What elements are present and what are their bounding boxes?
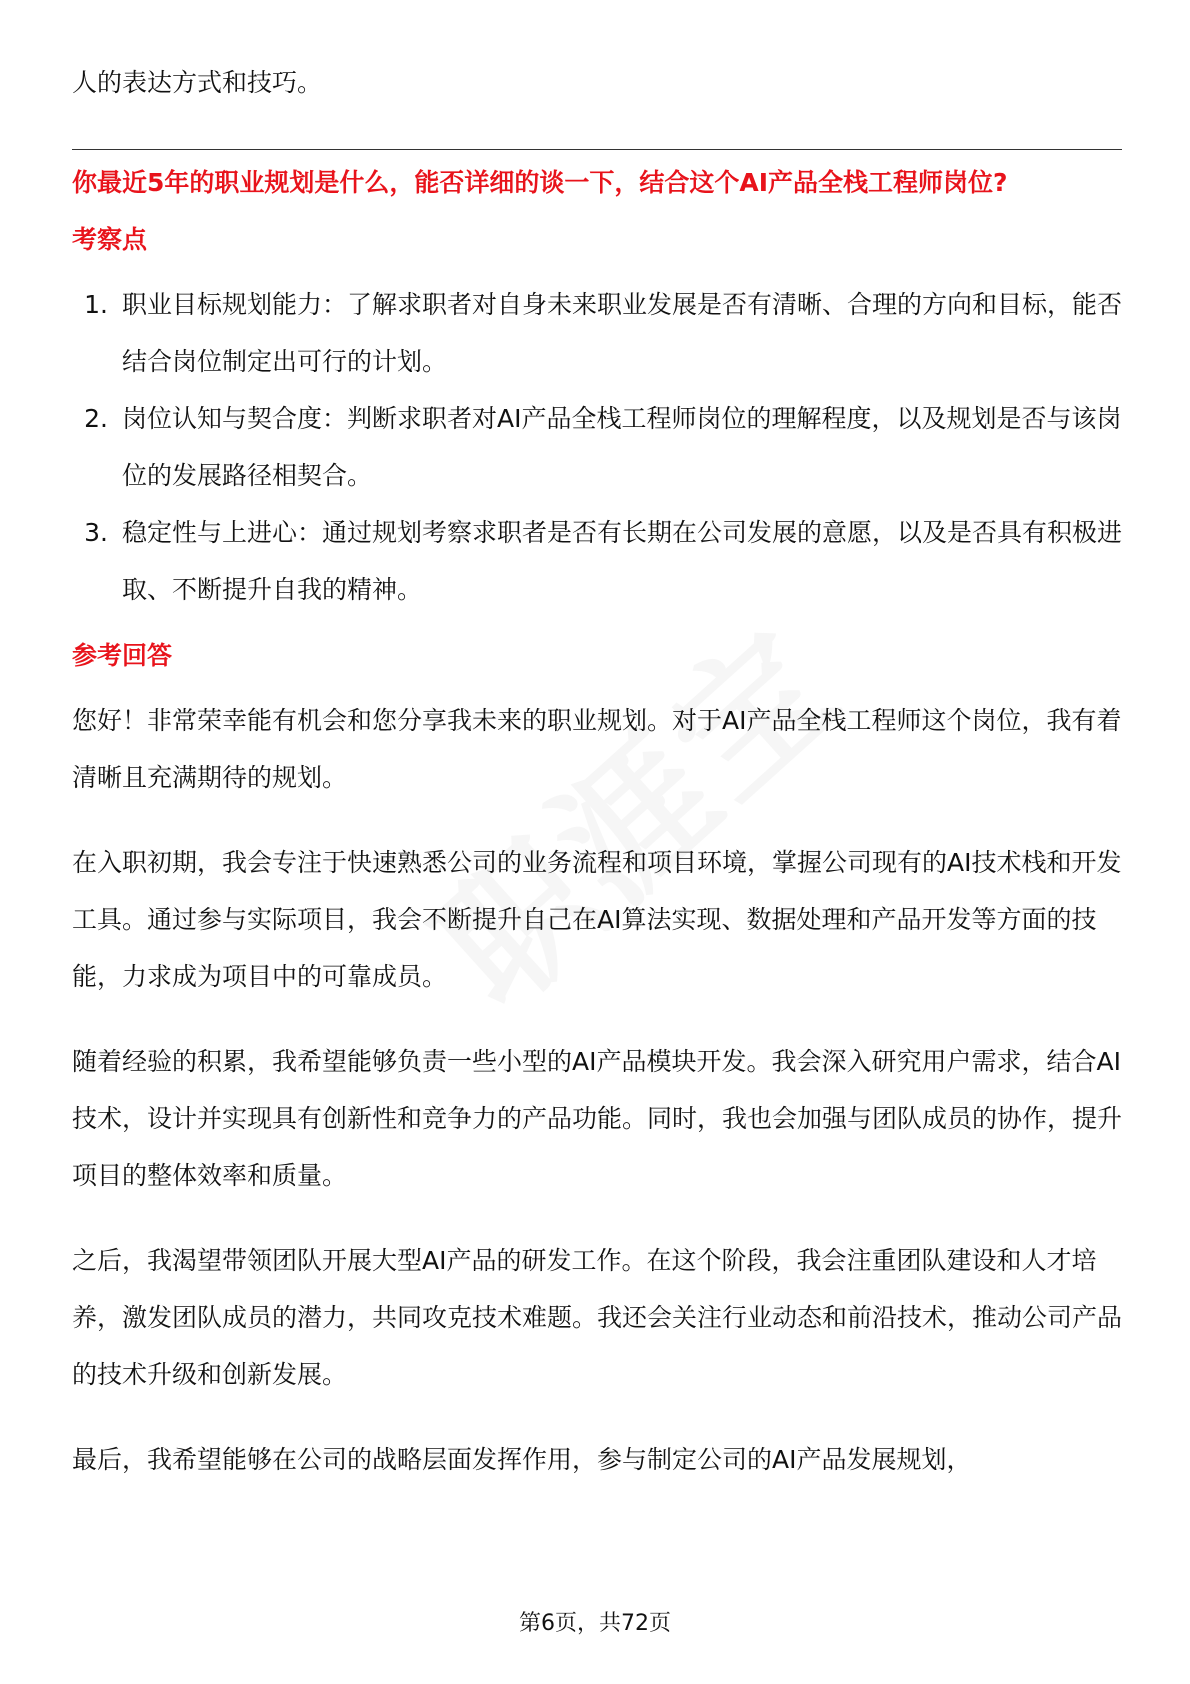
answer-paragraph: 在入职初期，我会专注于快速熟悉公司的业务流程和项目环境，掌握公司现有的AI技术栈和开发工具。通过参与实际项目，我会不断提升自己在AI算法实现、数据处理和产品开发等方面的技能，力求成为项目中的可靠成员。 — [72, 848, 1122, 991]
answer-paragraph: 之后，我渴望带领团队开展大型AI产品的研发工作。在这个阶段，我会注重团队建设和人才培养，激发团队成员的潜力，共同攻克技术难题。我还会关注行业动态和前沿技术，推动公司产品的技术升级和创新发展。 — [72, 1246, 1123, 1389]
points-heading: 考察点 — [72, 225, 148, 254]
points-list — [72, 276, 1122, 618]
section-divider — [72, 149, 1122, 150]
list-item-number: 3. — [84, 518, 108, 547]
answer-heading: 参考回答 — [72, 641, 173, 670]
list-item-text: 职业目标规划能力：了解求职者对自身未来职业发展是否有清晰、合理的方向和目标，能否结合岗位制定出可行的计划。 — [122, 290, 1123, 376]
list-item — [72, 390, 1122, 504]
page-footer: 第6页，共72页 — [519, 1611, 671, 1636]
intro-tail-text: 人的表达方式和技巧。 — [72, 68, 323, 97]
list-item — [72, 276, 1122, 390]
answer-paragraph: 最后，我希望能够在公司的战略层面发挥作用，参与制定公司的AI产品发展规划， — [72, 1445, 972, 1474]
list-item-number: 2. — [84, 404, 108, 433]
list-item-number: 1. — [84, 290, 108, 319]
list-item-text: 岗位认知与契合度：判断求职者对AI产品全栈工程师岗位的理解程度，以及规划是否与该岗位的发展路径相契合。 — [122, 404, 1122, 490]
page-content — [72, 54, 1122, 1488]
question-heading: 你最近5年的职业规划是什么，能否详细的谈一下，结合这个AI产品全栈工程师岗位? — [72, 168, 1008, 197]
answer-paragraph: 您好！非常荣幸能有机会和您分享我未来的职业规划。对于AI产品全栈工程师这个岗位，我有着清晰且充满期待的规划。 — [72, 706, 1122, 792]
list-item — [72, 504, 1122, 618]
list-item-text: 稳定性与上进心：通过规划考察求职者是否有长期在公司发展的意愿，以及是否具有积极进取、不断提升自我的精神。 — [122, 518, 1123, 604]
answer-paragraph: 随着经验的积累，我希望能够负责一些小型的AI产品模块开发。我会深入研究用户需求，结合AI技术，设计并实现具有创新性和竞争力的产品功能。同时，我也会加强与团队成员的协作，提升项目的整体效率和质量。 — [72, 1047, 1123, 1190]
